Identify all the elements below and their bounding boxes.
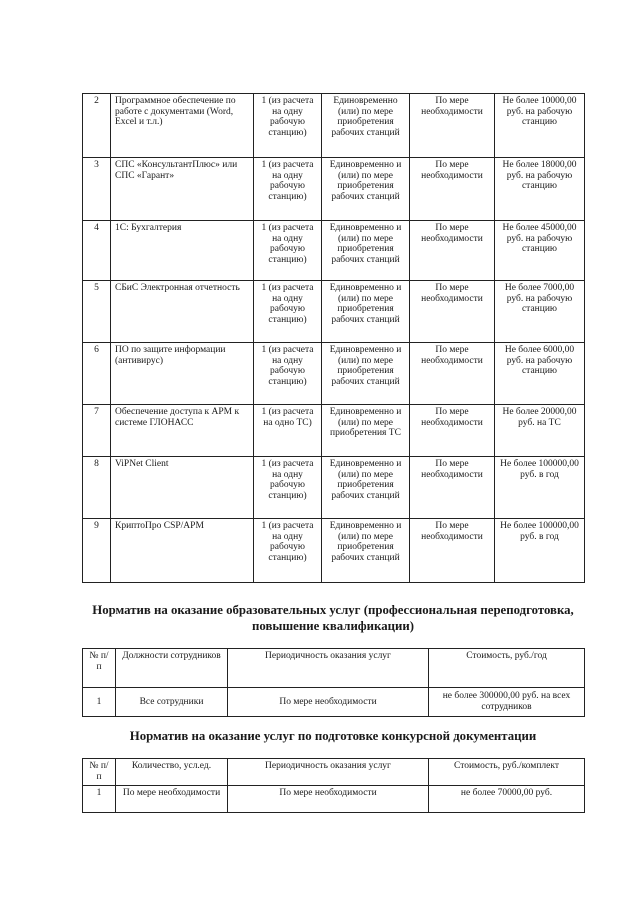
table-row: [83, 158, 585, 221]
header-num: № п/п: [83, 649, 116, 688]
cell-software-name: КриптоПро CSP/АРМ: [111, 519, 254, 583]
table-row: [83, 457, 585, 519]
table-row: [83, 405, 585, 457]
cell-acquisition-period: Единовременно и (или) по мере приобретения рабочих станций: [322, 281, 410, 343]
cell-quantity: 1 (из расчета на одну рабочую станцию): [254, 281, 322, 343]
header-periodicity: Периодичность оказания услуг: [228, 759, 429, 786]
software-table: [82, 93, 585, 583]
cell-cost: не более 300000,00 руб. на всех сотрудников: [429, 688, 585, 717]
cell-quantity: 1 (из расчета на одно ТС): [254, 405, 322, 457]
cell-cost: Не более 18000,00 руб. на рабочую станцию: [495, 158, 585, 221]
cell-quantity: 1 (из расчета на одну рабочую станцию): [254, 519, 322, 583]
cell-quantity: 1 (из расчета на одну рабочую станцию): [254, 221, 322, 281]
cell-quantity: 1 (из расчета на одну рабочую станцию): [254, 343, 322, 405]
cell-software-name: Программное обеспечение по работе с документами (Word, Excel и т.л.): [111, 94, 254, 158]
table-row: [83, 688, 585, 717]
education-services-table: [82, 648, 585, 717]
cell-num: 1: [83, 785, 116, 812]
cell-frequency: По мере необходимости: [410, 158, 495, 221]
cell-software-name: 1С: Бухгалтерия: [111, 221, 254, 281]
cell-software-name: Обеспечение доступа к АРМ к системе ГЛОНАСС: [111, 405, 254, 457]
cell-frequency: По мере необходимости: [410, 405, 495, 457]
table-row: [83, 519, 585, 583]
cell-num: 8: [83, 457, 111, 519]
cell-acquisition-period: Единовременно и (или) по мере приобретения рабочих станций: [322, 457, 410, 519]
education-services-heading: Норматив на оказание образовательных услуг (профессиональная переподготовка, повышение квалификации): [92, 603, 574, 633]
table-row: [83, 785, 585, 812]
cell-num: 9: [83, 519, 111, 583]
cell-frequency: По мере необходимости: [410, 457, 495, 519]
software-table-body: [83, 94, 585, 583]
tender-docs-heading: Норматив на оказание услуг по подготовке конкурсной документации: [129, 729, 537, 743]
header-cost: Стоимость, руб./год: [429, 649, 585, 688]
header-num: № п/п: [83, 759, 116, 786]
table-row: [83, 94, 585, 158]
header-cost: Стоимость, руб./комплект: [429, 759, 585, 786]
cell-frequency: По мере необходимости: [410, 281, 495, 343]
cell-cost: Не более 100000,00 руб. в год: [495, 519, 585, 583]
table-header-row: [83, 649, 585, 688]
cell-acquisition-period: Единовременно и (или) по мере приобретения рабочих станций: [322, 158, 410, 221]
cell-quantity: 1 (из расчета на одну рабочую станцию): [254, 158, 322, 221]
cell-acquisition-period: Единовременно и (или) по мере приобретения рабочих станций: [322, 221, 410, 281]
cell-software-name: ViPNet Client: [111, 457, 254, 519]
cell-quantity: По мере необходимости: [116, 785, 228, 812]
cell-acquisition-period: Единовременно и (или) по мере приобретения рабочих станций: [322, 519, 410, 583]
cell-frequency: По мере необходимости: [410, 519, 495, 583]
table-row: [83, 343, 585, 405]
cell-cost: Не более 10000,00 руб. на рабочую станцию: [495, 94, 585, 158]
cell-cost: Не более 7000,00 руб. на рабочую станцию: [495, 281, 585, 343]
cell-software-name: СБиС Электронная отчетность: [111, 281, 254, 343]
tender-docs-table: [82, 758, 585, 813]
cell-acquisition-period: Единовременно и (или) по мере приобретения ТС: [322, 405, 410, 457]
cell-quantity: 1 (из расчета на одну рабочую станцию): [254, 457, 322, 519]
cell-software-name: ПО по защите информации (антивирус): [111, 343, 254, 405]
table-header-row: [83, 759, 585, 786]
cell-cost: Не более 6000,00 руб. на рабочую станцию: [495, 343, 585, 405]
cell-cost: не более 70000,00 руб.: [429, 785, 585, 812]
cell-cost: Не более 45000,00 руб. на рабочую станцию: [495, 221, 585, 281]
table-row: [83, 281, 585, 343]
cell-periodicity: По мере необходимости: [228, 688, 429, 717]
cell-frequency: По мере необходимости: [410, 343, 495, 405]
cell-num: 1: [83, 688, 116, 717]
cell-frequency: По мере необходимости: [410, 221, 495, 281]
cell-num: 3: [83, 158, 111, 221]
cell-num: 5: [83, 281, 111, 343]
cell-frequency: По мере необходимости: [410, 94, 495, 158]
cell-num: 4: [83, 221, 111, 281]
cell-software-name: СПС «КонсультантПлюс» или СПС «Гарант»: [111, 158, 254, 221]
cell-cost: Не более 20000,00 руб. на ТС: [495, 405, 585, 457]
cell-cost: Не более 100000,00 руб. в год: [495, 457, 585, 519]
header-quantity: Количество, усл.ед.: [116, 759, 228, 786]
cell-acquisition-period: Единовременно и (или) по мере приобретения рабочих станций: [322, 343, 410, 405]
cell-quantity: 1 (из расчета на одну рабочую станцию): [254, 94, 322, 158]
table-row: [83, 221, 585, 281]
cell-num: 2: [83, 94, 111, 158]
cell-acquisition-period: Единовременно (или) по мере приобретения рабочих станций: [322, 94, 410, 158]
header-periodicity: Периодичность оказания услуг: [228, 649, 429, 688]
cell-num: 6: [83, 343, 111, 405]
cell-num: 7: [83, 405, 111, 457]
cell-positions: Все сотрудники: [116, 688, 228, 717]
header-positions: Должности сотрудников: [116, 649, 228, 688]
cell-periodicity: По мере необходимости: [228, 785, 429, 812]
